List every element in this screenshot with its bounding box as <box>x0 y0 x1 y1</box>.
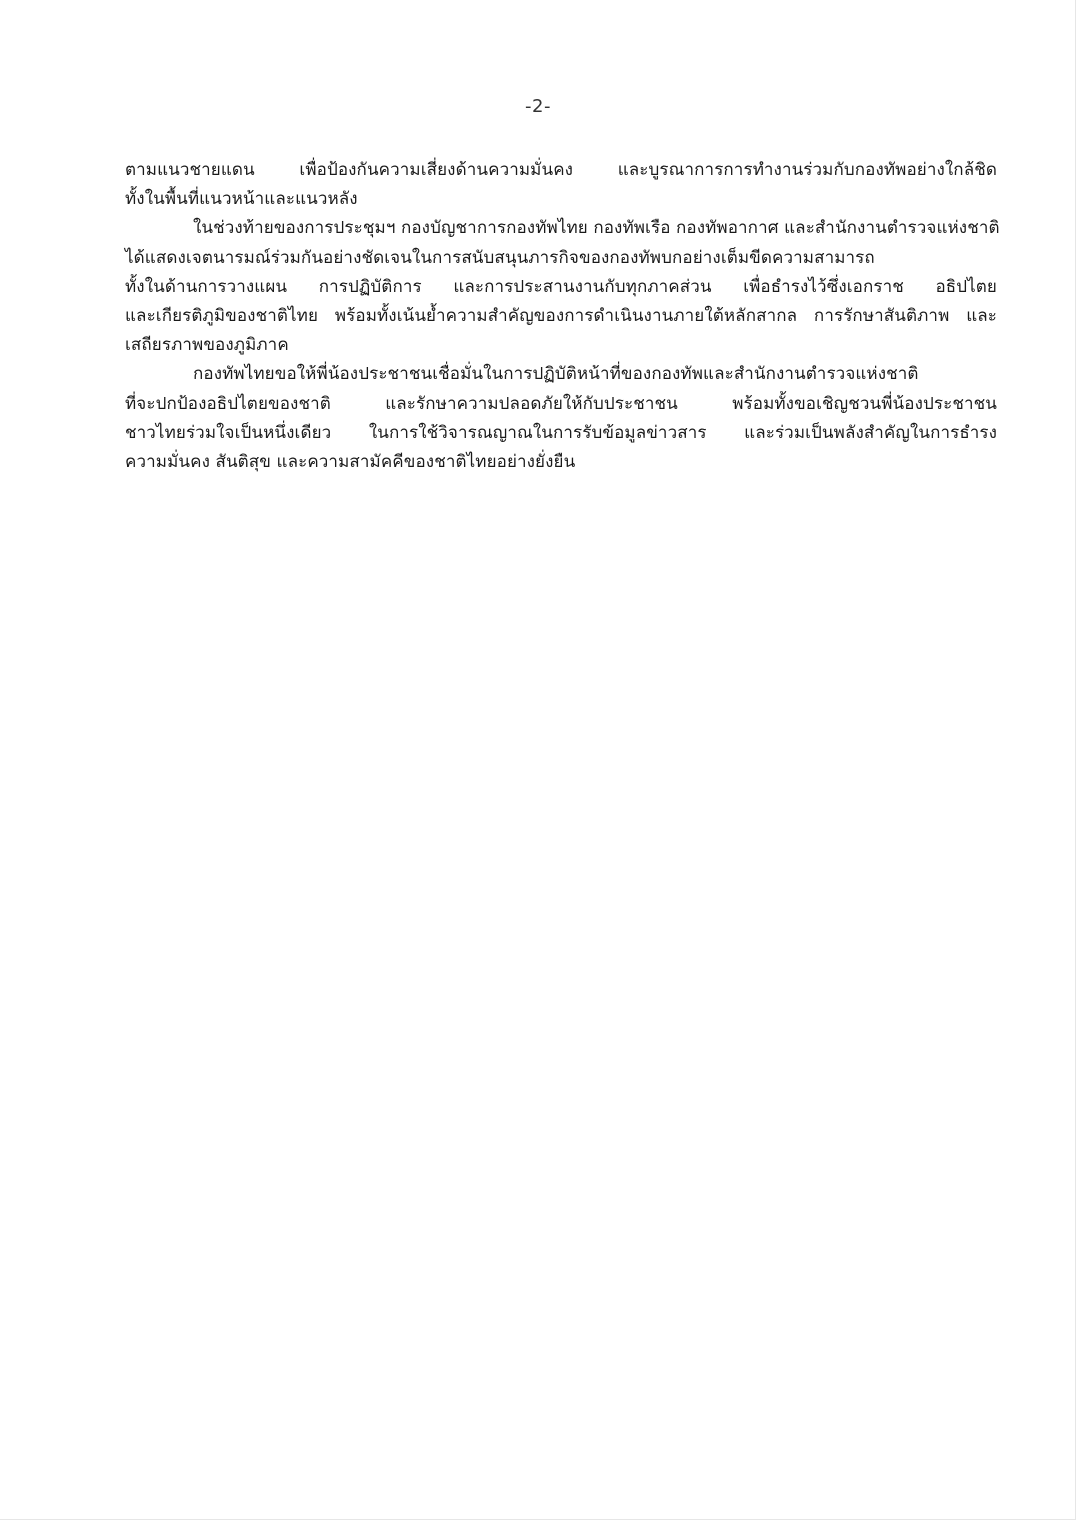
paragraph-1-line-1: ตามแนวชายแดน เพื่อป้องกันความเสี่ยงด้านความมั่นคง และบูรณาการการทำงานร่วมกับกองทัพอย่างใกล้ชิด <box>125 160 997 180</box>
paragraph-3-line-2: ที่จะปกป้องอธิปไตยของชาติ และรักษาความปลอดภัยให้กับประชาชน พร้อมทั้งขอเชิญชวนพี่น้องประชาชน <box>125 393 997 414</box>
paragraph-3-line-1: กองทัพไทยขอให้พี่น้องประชาชนเชื่อมั่นในการปฏิบัติหน้าที่ของกองทัพและสำนักงานตำรวจแห่งชาติ <box>193 364 919 385</box>
paragraph-2-line-1: ในช่วงท้ายของการประชุมฯ กองบัญชาการกองทัพไทย กองทัพเรือ กองทัพอากาศ และสำนักงานตำรวจแห่งชาติ <box>193 218 1000 239</box>
paragraph-3-line-4: ความมั่นคง สันติสุข และความสามัคคีของชาติไทยอย่างยั่งยืน <box>125 451 576 472</box>
paragraph-2-line-3: ทั้งในด้านการวางแผน การปฏิบัติการ และการประสานงานกับทุกภาคส่วน เพื่อธำรงไว้ซึ่งเอกราช อธิปไตย <box>125 276 997 297</box>
paragraph-2-line-5: เสถียรภาพของภูมิภาค <box>125 335 289 356</box>
paragraph-2-line-4: และเกียรติภูมิของชาติไทย พร้อมทั้งเน้นย้ำความสำคัญของการดำเนินงานภายใต้หลักสากล การรักษาสันติภาพ และ <box>125 305 997 326</box>
document-body <box>125 156 1000 477</box>
paragraph-3-line-3: ชาวไทยร่วมใจเป็นหนึ่งเดียว ในการใช้วิจารณญาณในการรับข้อมูลข่าวสาร และร่วมเป็นพลังสำคัญในการธำรง <box>125 422 997 443</box>
page-number: -2- <box>525 96 551 117</box>
paragraph-1-line-2: ทั้งในพื้นที่แนวหน้าและแนวหลัง <box>125 189 358 210</box>
paragraph-2-line-2: ได้แสดงเจตนารมณ์ร่วมกันอย่างชัดเจนในการสนับสนุนภารกิจของกองทัพบกอย่างเต็มขีดความสามารถ <box>125 247 875 268</box>
